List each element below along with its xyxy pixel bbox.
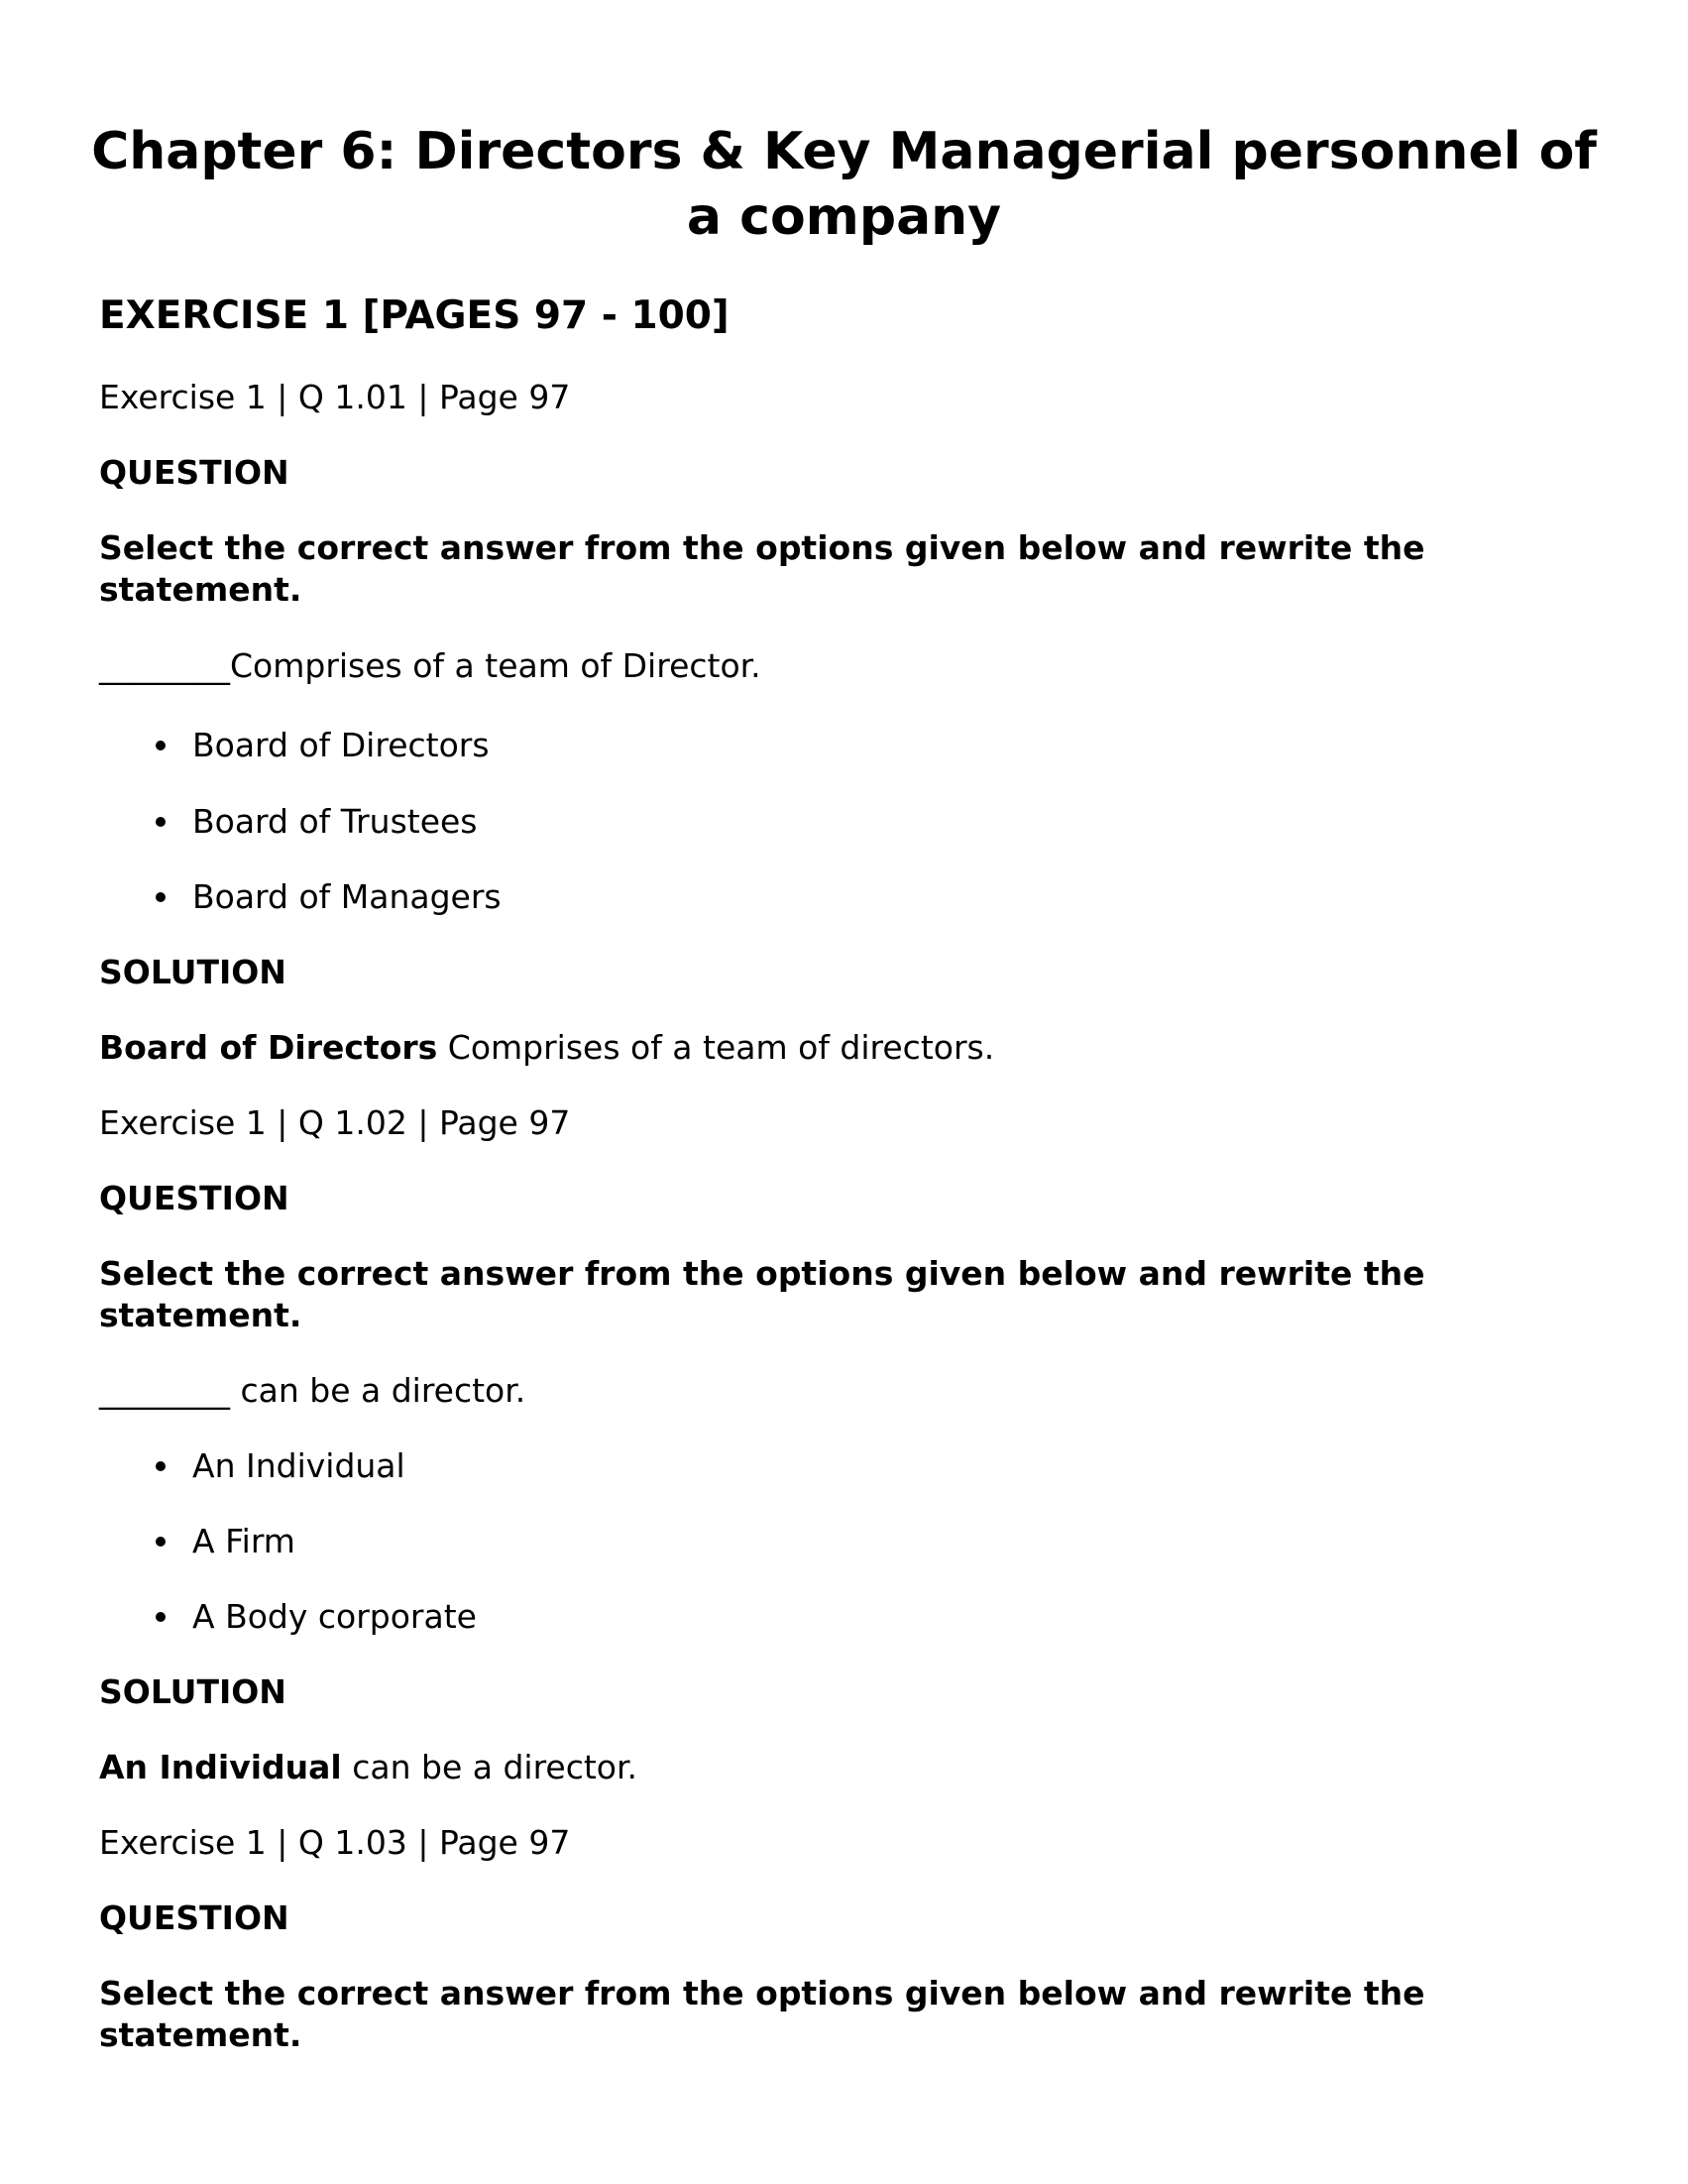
solution-answer: [99, 1747, 637, 1788]
option-item: A Body corporate: [192, 1597, 477, 1636]
bullet-icon: [156, 892, 166, 902]
answer-highlight: Board of Directors: [99, 1028, 438, 1067]
option-item: A Firm: [192, 1522, 295, 1560]
question-label: QUESTION: [99, 1179, 289, 1217]
answer-text: Comprises of a team of directors.: [437, 1028, 995, 1067]
question-statement: ________Comprises of a team of Director.: [99, 646, 761, 685]
bullet-icon: [156, 741, 166, 750]
bullet-icon: [156, 1461, 166, 1471]
solution-label: SOLUTION: [99, 1672, 286, 1711]
question-statement: ________ can be a director.: [99, 1371, 526, 1410]
question-reference: Exercise 1 | Q 1.01 | Page 97: [99, 378, 571, 416]
solution-label: SOLUTION: [99, 953, 286, 991]
question-label: QUESTION: [99, 453, 289, 492]
solution-answer: [99, 1027, 994, 1069]
question-reference: Exercise 1 | Q 1.03 | Page 97: [99, 1823, 571, 1862]
question-label: QUESTION: [99, 1898, 289, 1937]
answer-text: can be a director.: [341, 1748, 638, 1786]
exercise-heading: EXERCISE 1 [PAGES 97 - 100]: [99, 293, 730, 338]
bullet-icon: [156, 1612, 166, 1622]
question-instruction: Select the correct answer from the options given below and rewrite the statement.: [99, 1974, 1425, 2054]
question-reference: Exercise 1 | Q 1.02 | Page 97: [99, 1103, 571, 1142]
option-item: Board of Managers: [192, 877, 502, 916]
question-instruction: Select the correct answer from the options given below and rewrite the statement.: [99, 1254, 1425, 1334]
option-item: An Individual: [192, 1446, 405, 1485]
option-item: Board of Directors: [192, 726, 490, 764]
chapter-title: Chapter 6: Directors & Key Managerial personnel of a company: [91, 122, 1597, 247]
answer-highlight: An Individual: [99, 1748, 342, 1786]
question-instruction: Select the correct answer from the options given below and rewrite the statement.: [99, 528, 1425, 609]
bullet-icon: [156, 1537, 166, 1547]
option-item: Board of Trustees: [192, 802, 478, 841]
bullet-icon: [156, 817, 166, 827]
